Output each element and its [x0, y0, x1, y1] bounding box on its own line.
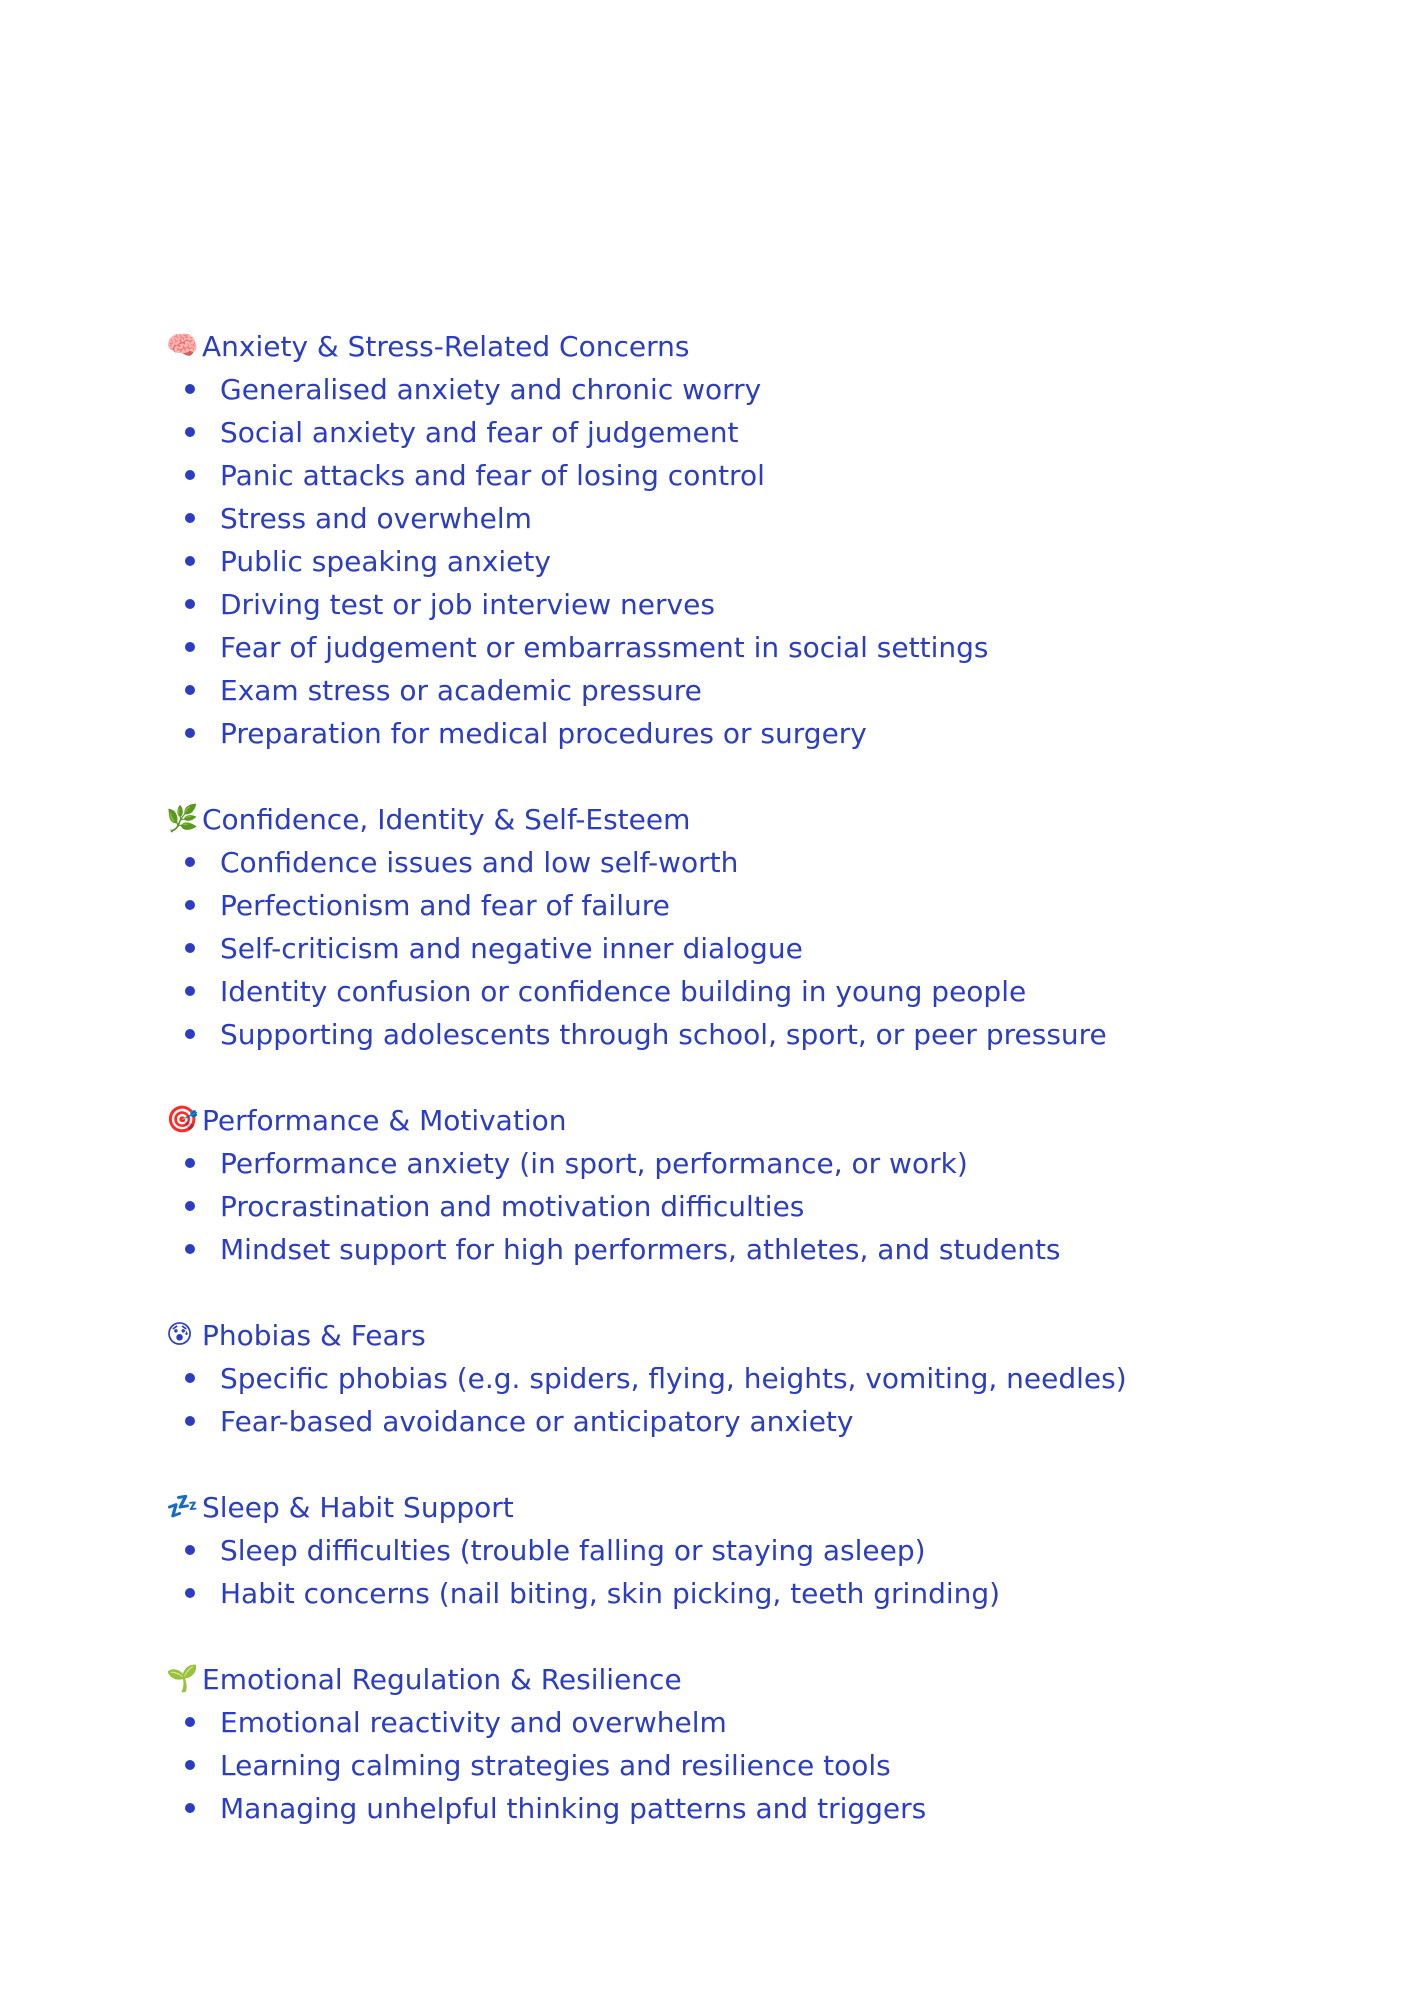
bullet-icon — [185, 1717, 195, 1727]
list-item: Panic attacks and fear of losing control — [166, 454, 1266, 497]
bullet-icon — [185, 1201, 195, 1211]
section-performance-motivation — [166, 1099, 1266, 1271]
list-item: Learning calming strategies and resilience tools — [166, 1744, 1266, 1787]
bullet-icon — [185, 556, 195, 566]
list-item: Identity confusion or confidence building in young people — [166, 970, 1266, 1013]
section-title: Sleep & Habit Support — [202, 1491, 514, 1524]
herb-icon: 🌿 — [166, 804, 199, 834]
bullet-icon — [185, 513, 195, 523]
list-item: Preparation for medical procedures or surgery — [166, 712, 1266, 755]
section-heading — [166, 798, 1266, 841]
list-item: Exam stress or academic pressure — [166, 669, 1266, 712]
list-item: Perfectionism and fear of failure — [166, 884, 1266, 927]
list-item: Managing unhelpful thinking patterns and triggers — [166, 1787, 1266, 1830]
bullet-icon — [185, 642, 195, 652]
bullet-list — [166, 1142, 1266, 1271]
bullet-icon — [185, 1373, 195, 1383]
bullet-icon — [185, 857, 195, 867]
section-phobias-fears — [166, 1314, 1266, 1443]
section-title: Emotional Regulation & Resilience — [202, 1663, 682, 1696]
section-sleep-habit — [166, 1486, 1266, 1615]
list-item: Public speaking anxiety — [166, 540, 1266, 583]
list-item: Procrastination and motivation difficulties — [166, 1185, 1266, 1228]
list-item: Stress and overwhelm — [166, 497, 1266, 540]
section-title: Performance & Motivation — [202, 1104, 567, 1137]
bullet-icon — [185, 427, 195, 437]
bullet-icon — [185, 1416, 195, 1426]
section-title: Phobias & Fears — [202, 1319, 426, 1352]
bullet-icon — [185, 900, 195, 910]
anxious-face-icon: 😰 — [166, 1320, 194, 1350]
bullet-icon — [185, 470, 195, 480]
section-heading — [166, 1099, 1266, 1142]
bullet-icon — [185, 599, 195, 609]
bullet-icon — [185, 1803, 195, 1813]
section-heading — [166, 325, 1266, 368]
seedling-icon: 🌱 — [166, 1664, 199, 1694]
list-item: Fear of judgement or embarrassment in social settings — [166, 626, 1266, 669]
list-item: Social anxiety and fear of judgement — [166, 411, 1266, 454]
bullet-icon — [185, 1158, 195, 1168]
bullet-list — [166, 1357, 1266, 1443]
list-item: Performance anxiety (in sport, performance, or work) — [166, 1142, 1266, 1185]
bullet-icon — [185, 1545, 195, 1555]
section-heading — [166, 1314, 1266, 1357]
bullet-icon — [185, 685, 195, 695]
bullet-icon — [185, 1029, 195, 1039]
sleep-zzz-icon: 💤 — [166, 1492, 199, 1522]
section-emotional-regulation — [166, 1658, 1266, 1830]
section-confidence-identity — [166, 798, 1266, 1056]
list-item: Emotional reactivity and overwhelm — [166, 1701, 1266, 1744]
bullet-icon — [185, 1588, 195, 1598]
section-heading — [166, 1658, 1266, 1701]
bullet-icon — [185, 728, 195, 738]
section-title: Confidence, Identity & Self-Esteem — [202, 803, 691, 836]
list-item: Supporting adolescents through school, sport, or peer pressure — [166, 1013, 1266, 1056]
list-item: Sleep difficulties (trouble falling or staying asleep) — [166, 1529, 1266, 1572]
list-item: Self-criticism and negative inner dialogue — [166, 927, 1266, 970]
section-heading — [166, 1486, 1266, 1529]
list-item: Confidence issues and low self-worth — [166, 841, 1266, 884]
list-item: Driving test or job interview nerves — [166, 583, 1266, 626]
bullet-list — [166, 1701, 1266, 1830]
document-body — [166, 325, 1266, 1873]
list-item: Mindset support for high performers, athletes, and students — [166, 1228, 1266, 1271]
bullet-icon — [185, 384, 195, 394]
target-icon: 🎯 — [166, 1105, 199, 1135]
bullet-list — [166, 1529, 1266, 1615]
bullet-list — [166, 368, 1266, 755]
section-title: Anxiety & Stress-Related Concerns — [202, 330, 690, 363]
bullet-list — [166, 841, 1266, 1056]
brain-icon: 🧠 — [166, 331, 199, 361]
list-item: Generalised anxiety and chronic worry — [166, 368, 1266, 411]
section-anxiety-stress — [166, 325, 1266, 755]
bullet-icon — [185, 1244, 195, 1254]
list-item: Fear-based avoidance or anticipatory anxiety — [166, 1400, 1266, 1443]
bullet-icon — [185, 943, 195, 953]
bullet-icon — [185, 986, 195, 996]
list-item: Specific phobias (e.g. spiders, flying, heights, vomiting, needles) — [166, 1357, 1266, 1400]
bullet-icon — [185, 1760, 195, 1770]
list-item: Habit concerns (nail biting, skin picking, teeth grinding) — [166, 1572, 1266, 1615]
